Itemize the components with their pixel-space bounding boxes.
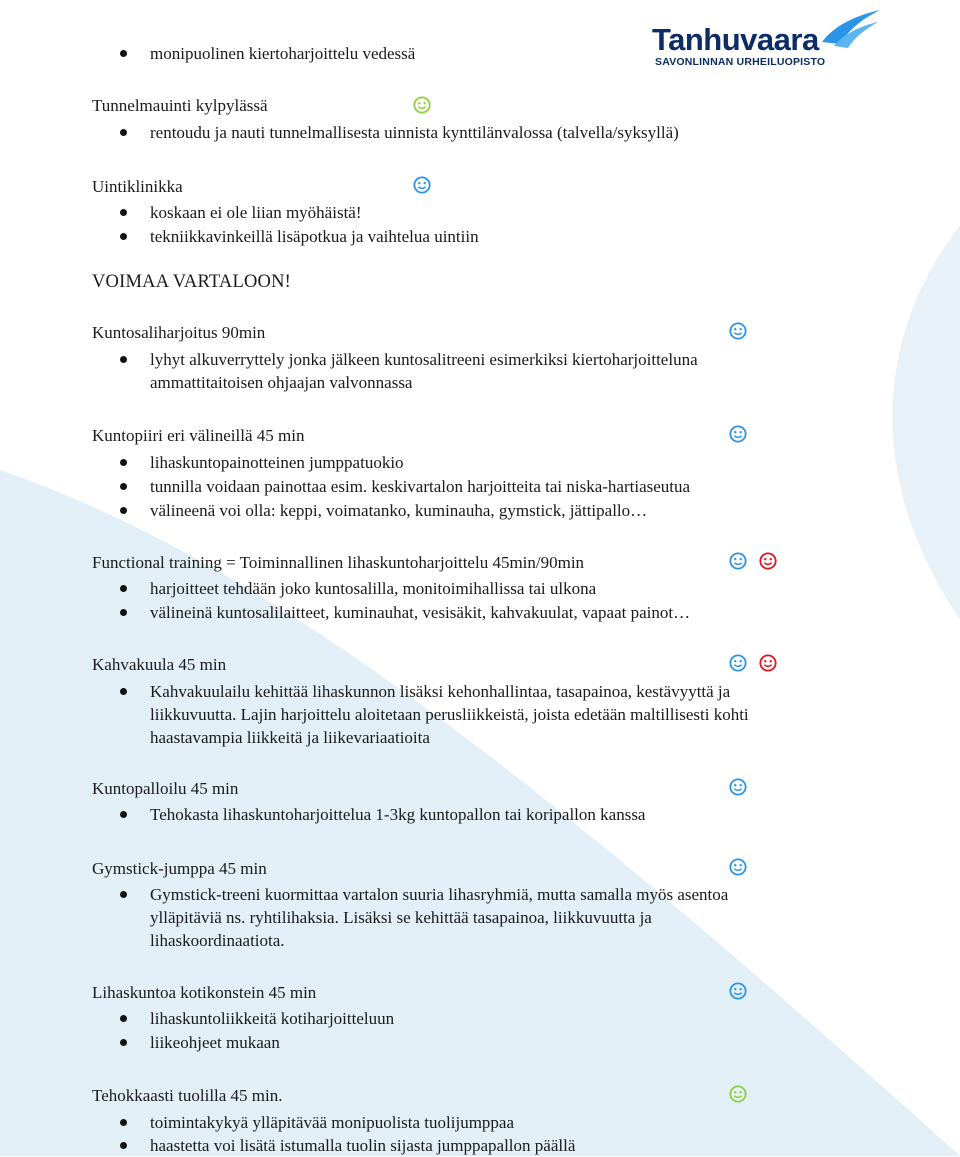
bullet-icon [120, 1039, 127, 1046]
list-item-continuation: haastavampia liikkeitä ja liikevariaatioita [150, 728, 430, 747]
logo-name: Tanhuvaara [652, 22, 819, 57]
bullet-icon [120, 459, 127, 466]
activity-heading: Tunnelmauinti kylpylässä [92, 96, 268, 115]
list-item: Kahvakuulailu kehittää lihaskunnon lisäksi kehonhallintaa, tasapainoa, kestävyyttä ja [150, 682, 731, 701]
list-item: rentoudu ja nauti tunnelmallisesta uinnista kynttilänvalossa (talvella/syksyllä) [150, 123, 679, 142]
smiley-blue-icon [729, 778, 747, 796]
list-item: tunnilla voidaan painottaa esim. keskivartalon harjoitteita tai niska-hartiaseutua [150, 477, 691, 496]
bullet-icon [120, 483, 127, 490]
list-item: harjoitteet tehdään joko kuntosalilla, monitoimihallissa tai ulkona [150, 579, 597, 598]
list-item-continuation: ammattitaitoisen ohjaajan valvonnassa [150, 373, 413, 392]
list-item: Gymstick-treeni kuormittaa vartalon suuria lihasryhmiä, mutta samalla myös asentoa [150, 885, 729, 904]
list-item: välineinä kuntosalilaitteet, kuminauhat, vesisäkit, kahvakuulat, vapaat painot… [150, 603, 691, 622]
list-item: monipuolinen kiertoharjoittelu vedessä [150, 44, 416, 63]
section-heading: VOIMAA VARTALOON! [92, 272, 292, 292]
bullet-icon [120, 50, 127, 57]
activity-heading: Kahvakuula 45 min [92, 655, 227, 674]
bullet-icon [120, 1142, 127, 1149]
activity-heading: Kuntopalloilu 45 min [92, 779, 239, 798]
list-item-continuation: lihaskoordinaatiota. [150, 931, 285, 950]
bullet-icon [120, 811, 127, 818]
activity-heading: Kuntopiiri eri välineillä 45 min [92, 426, 305, 445]
bullet-icon [120, 688, 127, 695]
bullet-icon [120, 507, 127, 514]
list-item: liikeohjeet mukaan [150, 1033, 280, 1052]
list-item: haastetta voi lisätä istumalla tuolin sijasta jumppapallon päällä [150, 1136, 576, 1155]
logo-subtitle: SAVONLINNAN URHEILUOPISTO [655, 56, 826, 68]
list-item-continuation: liikkuvuutta. Lajin harjoittelu aloitetaan perusliikkeistä, joista edetään maltillisesti kohti [150, 705, 749, 724]
bullet-icon [120, 356, 127, 363]
smiley-red-icon [759, 654, 777, 672]
list-item-continuation: ylläpitäviä ns. ryhtilihaksia. Lisäksi se kehittää tasapainoa, liikkuvuutta ja [150, 908, 652, 927]
activity-heading: Kuntosaliharjoitus 90min [92, 323, 266, 342]
list-item: toimintakykyä ylläpitävää monipuolista tuolijumppaa [150, 1113, 515, 1132]
activity-heading: Lihaskuntoa kotikonstein 45 min [92, 983, 317, 1002]
list-item: välineenä voi olla: keppi, voimatanko, kuminauha, gymstick, jättipallo… [150, 501, 648, 520]
bullet-icon [120, 129, 127, 136]
list-item: koskaan ei ole liian myöhäistä! [150, 203, 362, 222]
bullet-icon [120, 891, 127, 898]
bullet-icon [120, 585, 127, 592]
list-item: tekniikkavinkeillä lisäpotkua ja vaihtelua uintiin [150, 227, 479, 246]
swoosh-icon [820, 8, 882, 48]
bullet-icon [120, 1119, 127, 1126]
bullet-icon [120, 609, 127, 616]
smiley-blue-icon [729, 982, 747, 1000]
smiley-blue-icon [729, 654, 747, 672]
list-item: lihaskuntoliikkeitä kotiharjoitteluun [150, 1009, 395, 1028]
activity-heading: Uintiklinikka [92, 177, 183, 196]
tanhuvaara-logo [652, 8, 892, 70]
smiley-blue-icon [729, 322, 747, 340]
smiley-red-icon [759, 552, 777, 570]
activity-heading: Gymstick-jumppa 45 min [92, 859, 267, 878]
smiley-green-icon [413, 96, 431, 114]
activity-heading: Functional training = Toiminnallinen lihaskuntoharjoittelu 45min/90min [92, 553, 585, 572]
smiley-blue-icon [729, 858, 747, 876]
list-item: Tehokasta lihaskuntoharjoittelua 1-3kg kuntopallon tai koripallon kanssa [150, 805, 646, 824]
smiley-green-icon [729, 1085, 747, 1103]
activity-heading: Tehokkaasti tuolilla 45 min. [92, 1086, 283, 1105]
bullet-icon [120, 209, 127, 216]
smiley-blue-icon [729, 425, 747, 443]
list-item: lyhyt alkuverryttely jonka jälkeen kuntosalitreeni esimerkiksi kiertoharjoitteluna [150, 350, 698, 369]
bullet-icon [120, 1015, 127, 1022]
smiley-blue-icon [413, 176, 431, 194]
smiley-blue-icon [729, 552, 747, 570]
bullet-icon [120, 233, 127, 240]
list-item: lihaskuntopainotteinen jumppatuokio [150, 453, 404, 472]
